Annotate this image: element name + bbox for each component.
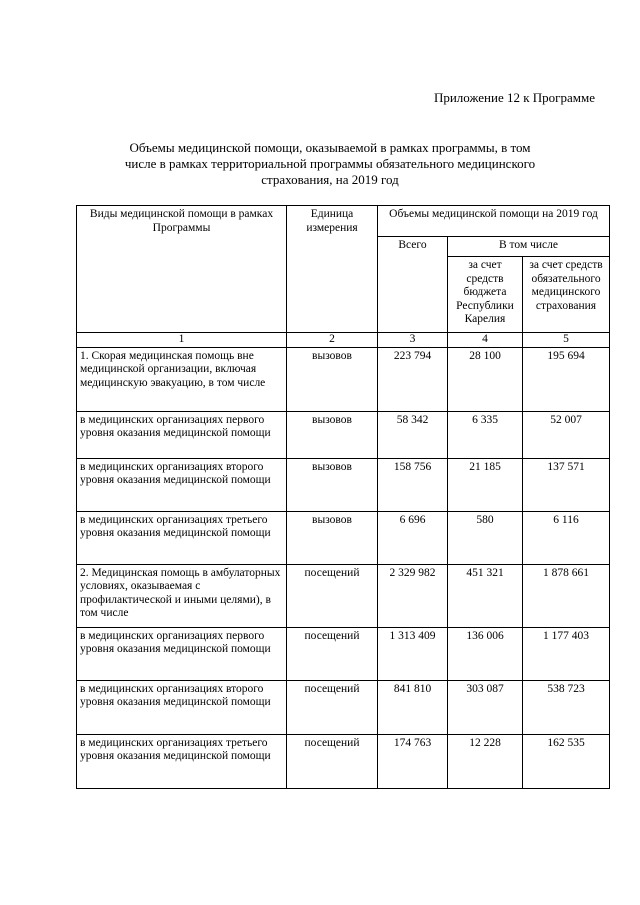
title-line: числе в рамках территориальной программы обязательного медицинского: [124, 156, 536, 171]
row-oms: 1 177 403: [523, 627, 610, 680]
row-oms: 6 116: [523, 511, 610, 564]
header-volumes: Объемы медицинской помощи на 2019 год: [378, 206, 610, 237]
row-budget: 303 087: [448, 680, 523, 734]
table-row: [77, 680, 610, 734]
row-budget: 6 335: [448, 411, 523, 458]
row-budget: 21 185: [448, 458, 523, 511]
row-total: 174 763: [378, 734, 448, 788]
row-unit: посещений: [287, 680, 378, 734]
row-total: 1 313 409: [378, 627, 448, 680]
row-oms: 538 723: [523, 680, 610, 734]
row-unit: вызовов: [287, 411, 378, 458]
row-care-type: 2. Медицинская помощь в амбулаторных условиях, оказываемая с профилактической и иными целями), в том числе: [77, 564, 287, 627]
row-budget: 580: [448, 511, 523, 564]
row-oms: 162 535: [523, 734, 610, 788]
table-row: [77, 627, 610, 680]
row-care-type: в медицинских организациях третьего уровня оказания медицинской помощи: [77, 511, 287, 564]
row-unit: посещений: [287, 627, 378, 680]
column-number: 2: [287, 333, 378, 348]
header-including: В том числе: [448, 237, 610, 257]
column-number: 4: [448, 333, 523, 348]
header-budget: за счет средств бюджета Республики Карелия: [448, 257, 523, 333]
appendix-label: Приложение 12 к Программе: [433, 90, 595, 105]
row-budget: 136 006: [448, 627, 523, 680]
row-total: 6 696: [378, 511, 448, 564]
table-row: [77, 347, 610, 411]
title-line: Объемы медицинской помощи, оказываемой в рамках программы, в том: [129, 140, 531, 155]
row-care-type: в медицинских организациях второго уровня оказания медицинской помощи: [77, 680, 287, 734]
row-oms: 52 007: [523, 411, 610, 458]
row-total: 223 794: [378, 347, 448, 411]
row-budget: 451 321: [448, 564, 523, 627]
header-oms: за счет средств обязательного медицинского страхования: [523, 257, 610, 333]
row-total: 841 810: [378, 680, 448, 734]
row-care-type: в медицинских организациях третьего уровня оказания медицинской помощи: [77, 734, 287, 788]
table-row: [77, 564, 610, 627]
row-unit: вызовов: [287, 458, 378, 511]
row-unit: посещений: [287, 564, 378, 627]
table-row: [77, 734, 610, 788]
row-oms: 137 571: [523, 458, 610, 511]
row-care-type: в медицинских организациях второго уровня оказания медицинской помощи: [77, 458, 287, 511]
row-care-type: в медицинских организациях первого уровня оказания медицинской помощи: [77, 411, 287, 458]
table-row: [77, 458, 610, 511]
row-unit: вызовов: [287, 347, 378, 411]
volumes-table: [76, 205, 610, 789]
row-oms: 1 878 661: [523, 564, 610, 627]
row-budget: 12 228: [448, 734, 523, 788]
row-total: 58 342: [378, 411, 448, 458]
row-budget: 28 100: [448, 347, 523, 411]
column-number: 3: [378, 333, 448, 348]
column-number: 5: [523, 333, 610, 348]
row-care-type: 1. Скорая медицинская помощь вне медицинской организации, включая медицинскую эвакуацию, в том числе: [77, 347, 287, 411]
row-unit: вызовов: [287, 511, 378, 564]
document-title: [100, 140, 560, 188]
header-unit: Единица измерения: [287, 206, 378, 333]
row-oms: 195 694: [523, 347, 610, 411]
column-number: 1: [77, 333, 287, 348]
title-line: страхования, на 2019 год: [261, 172, 399, 187]
row-care-type: в медицинских организациях первого уровня оказания медицинской помощи: [77, 627, 287, 680]
header-care-type: Виды медицинской помощи в рамках Программы: [77, 206, 287, 333]
row-total: 2 329 982: [378, 564, 448, 627]
table-row: [77, 511, 610, 564]
row-total: 158 756: [378, 458, 448, 511]
header-total: Всего: [378, 237, 448, 333]
column-numbers-row: [77, 333, 610, 348]
table-row: [77, 411, 610, 458]
row-unit: посещений: [287, 734, 378, 788]
